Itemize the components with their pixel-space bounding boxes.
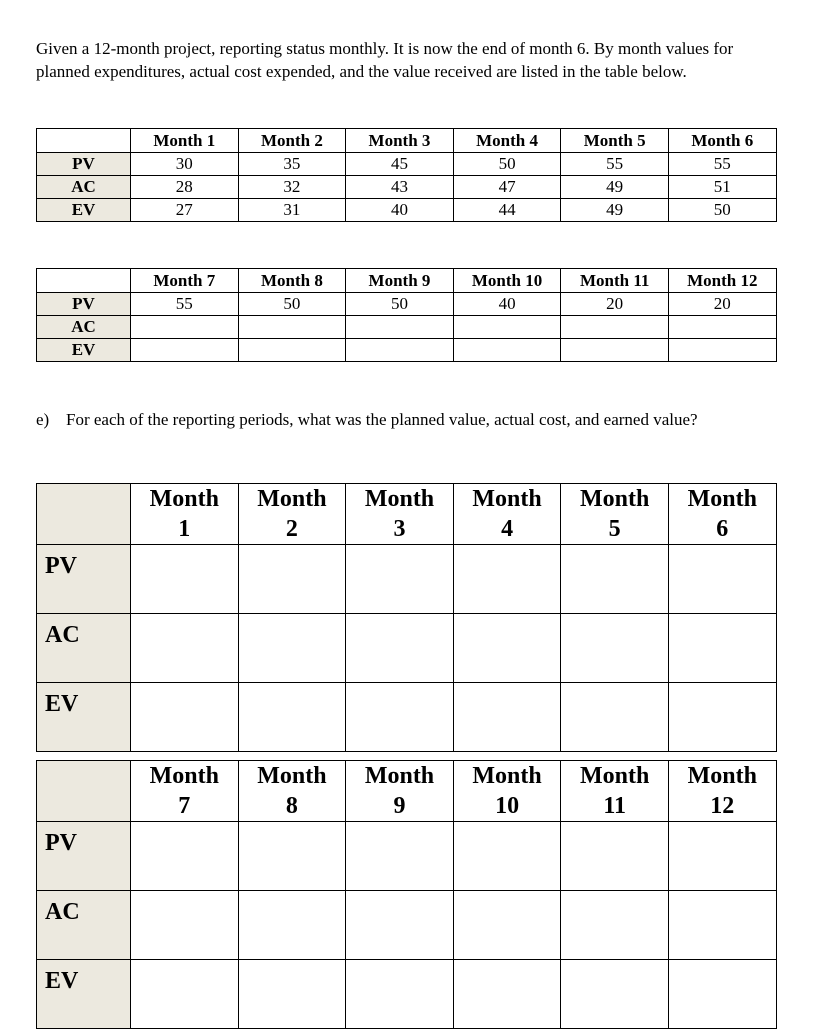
column-header: Month 2	[238, 129, 346, 153]
corner-cell	[37, 269, 131, 293]
table-row	[37, 339, 777, 362]
table-cell: 55	[131, 293, 239, 316]
answer-row	[37, 891, 777, 960]
answer-cell[interactable]	[346, 614, 454, 683]
column-header-word: Month	[364, 763, 435, 789]
table-cell	[561, 339, 669, 362]
row-label: AC	[37, 316, 131, 339]
answer-cell[interactable]	[561, 891, 669, 960]
column-header-word: Month	[364, 486, 435, 512]
table-cell: 50	[238, 293, 346, 316]
intro-paragraph: Given a 12-month project, reporting status monthly. It is now the end of month 6. By month values for planned expenditures, actual cost expended, and the value received are listed in the table below.	[36, 39, 734, 81]
corner-cell	[37, 484, 131, 545]
table-cell	[668, 339, 776, 362]
column-header-word: Month	[149, 763, 219, 789]
table-cell: 27	[131, 199, 239, 222]
column-header-word: Month	[472, 486, 542, 512]
table-cell	[346, 316, 454, 339]
answer-cell[interactable]	[346, 891, 454, 960]
column-header: Month 3	[346, 129, 454, 153]
answer-cell[interactable]	[668, 545, 776, 614]
table-cell: 49	[561, 199, 669, 222]
table-cell: 20	[561, 293, 669, 316]
column-header-word: Month	[580, 486, 650, 512]
table-cell	[346, 339, 454, 362]
table-cell	[131, 339, 239, 362]
row-label: PV	[37, 822, 131, 891]
column-header-number: 9	[393, 793, 406, 819]
answer-cell[interactable]	[131, 822, 239, 891]
column-header	[238, 761, 346, 822]
answer-cell[interactable]	[561, 683, 669, 752]
column-header	[346, 761, 454, 822]
table-cell: 32	[238, 176, 346, 199]
row-label: PV	[37, 545, 131, 614]
table-cell: 20	[668, 293, 776, 316]
column-header	[453, 761, 561, 822]
column-header-word: Month	[580, 763, 650, 789]
column-header: Month 6	[668, 129, 776, 153]
table-cell: 50	[346, 293, 454, 316]
table-header-row	[37, 129, 777, 153]
answer-cell[interactable]	[346, 683, 454, 752]
table-cell: 44	[453, 199, 561, 222]
values-table-months-7-12	[36, 268, 777, 362]
column-header	[131, 484, 239, 545]
column-header-number: 12	[710, 793, 735, 819]
column-header-number: 1	[178, 516, 191, 542]
answer-cell[interactable]	[561, 822, 669, 891]
column-header-number: 3	[393, 516, 406, 542]
column-header: Month 8	[238, 269, 346, 293]
row-label: AC	[37, 614, 131, 683]
answer-row	[37, 822, 777, 891]
answer-table-months-1-6	[36, 483, 777, 752]
column-header: Month 12	[668, 269, 776, 293]
table-cell: 55	[561, 153, 669, 176]
values-table-months-1-6	[36, 128, 777, 222]
column-header-number: 10	[495, 793, 520, 819]
table-cell: 45	[346, 153, 454, 176]
column-header-word: Month	[687, 763, 757, 789]
answer-cell[interactable]	[238, 683, 346, 752]
column-header-word: Month	[687, 486, 757, 512]
table-cell: 51	[668, 176, 776, 199]
column-header	[453, 484, 561, 545]
column-header-number: 11	[603, 793, 627, 819]
table-row	[37, 293, 777, 316]
column-header: Month 1	[131, 129, 239, 153]
question-text: For each of the reporting periods, what was the planned value, actual cost, and earned value?	[66, 410, 698, 429]
table-cell: 30	[131, 153, 239, 176]
answer-cell[interactable]	[131, 683, 239, 752]
column-header: Month 4	[453, 129, 561, 153]
column-header: Month 5	[561, 129, 669, 153]
table-header-row	[37, 269, 777, 293]
answer-row	[37, 614, 777, 683]
table-cell	[238, 339, 346, 362]
row-label: EV	[37, 339, 131, 362]
answer-cell[interactable]	[453, 614, 561, 683]
column-header-number: 7	[178, 793, 191, 819]
table-cell: 31	[238, 199, 346, 222]
column-header-number: 8	[285, 793, 298, 819]
column-header	[668, 484, 776, 545]
column-header: Month 10	[453, 269, 561, 293]
answer-cell[interactable]	[131, 960, 239, 1029]
answer-cell[interactable]	[453, 960, 561, 1029]
table-cell: 40	[453, 293, 561, 316]
answer-header-row	[37, 761, 777, 822]
table-cell: 49	[561, 176, 669, 199]
answer-header-row	[37, 484, 777, 545]
table-cell	[561, 316, 669, 339]
row-label: EV	[37, 683, 131, 752]
table-cell	[131, 316, 239, 339]
row-label: AC	[37, 891, 131, 960]
column-header-word: Month	[472, 763, 542, 789]
column-header	[561, 484, 669, 545]
answer-cell[interactable]	[238, 614, 346, 683]
table-cell: 55	[668, 153, 776, 176]
answer-cell[interactable]	[346, 960, 454, 1029]
answer-cell[interactable]	[453, 545, 561, 614]
question-label: e)	[36, 410, 50, 429]
column-header-number: 6	[716, 516, 729, 542]
row-label: EV	[37, 960, 131, 1029]
answer-cell[interactable]	[238, 891, 346, 960]
answer-cell[interactable]	[453, 683, 561, 752]
column-header-word: Month	[257, 486, 327, 512]
table-cell	[238, 316, 346, 339]
row-label: EV	[37, 199, 131, 222]
corner-cell	[37, 761, 131, 822]
answer-cell[interactable]	[131, 545, 239, 614]
column-header-word: Month	[257, 763, 327, 789]
answer-cell[interactable]	[561, 960, 669, 1029]
answer-cell[interactable]	[131, 614, 239, 683]
column-header-word: Month	[149, 486, 219, 512]
column-header: Month 9	[346, 269, 454, 293]
table-cell: 43	[346, 176, 454, 199]
answer-cell[interactable]	[668, 822, 776, 891]
table-row	[37, 316, 777, 339]
column-header: Month 11	[561, 269, 669, 293]
column-header	[668, 761, 776, 822]
answer-cell[interactable]	[668, 683, 776, 752]
table-cell	[453, 316, 561, 339]
answer-cell[interactable]	[238, 822, 346, 891]
column-header	[346, 484, 454, 545]
column-header	[561, 761, 669, 822]
row-label: AC	[37, 176, 131, 199]
answer-row	[37, 960, 777, 1029]
table-cell: 47	[453, 176, 561, 199]
table-cell: 40	[346, 199, 454, 222]
table-cell: 28	[131, 176, 239, 199]
table-row	[37, 153, 777, 176]
answer-cell[interactable]	[346, 545, 454, 614]
column-header-number: 2	[285, 516, 298, 542]
table-cell: 50	[668, 199, 776, 222]
answer-cell[interactable]	[346, 822, 454, 891]
answer-cell[interactable]	[668, 891, 776, 960]
answer-cell[interactable]	[453, 822, 561, 891]
answer-cell[interactable]	[561, 545, 669, 614]
table-row	[37, 199, 777, 222]
answer-cell[interactable]	[453, 891, 561, 960]
row-label: PV	[37, 293, 131, 316]
column-header	[131, 761, 239, 822]
answer-cell[interactable]	[238, 960, 346, 1029]
column-header-number: 4	[501, 516, 514, 542]
row-label: PV	[37, 153, 131, 176]
table-cell	[668, 316, 776, 339]
table-row	[37, 176, 777, 199]
answer-table-months-7-12	[36, 760, 777, 1029]
answer-cell[interactable]	[131, 891, 239, 960]
table-cell: 50	[453, 153, 561, 176]
answer-cell[interactable]	[238, 545, 346, 614]
column-header-number: 5	[608, 516, 621, 542]
answer-row	[37, 683, 777, 752]
column-header	[238, 484, 346, 545]
column-header: Month 7	[131, 269, 239, 293]
answer-cell[interactable]	[561, 614, 669, 683]
question-e	[36, 409, 766, 431]
answer-cell[interactable]	[668, 960, 776, 1029]
answer-cell[interactable]	[668, 614, 776, 683]
table-cell: 35	[238, 153, 346, 176]
answer-row	[37, 545, 777, 614]
corner-cell	[37, 129, 131, 153]
table-cell	[453, 339, 561, 362]
